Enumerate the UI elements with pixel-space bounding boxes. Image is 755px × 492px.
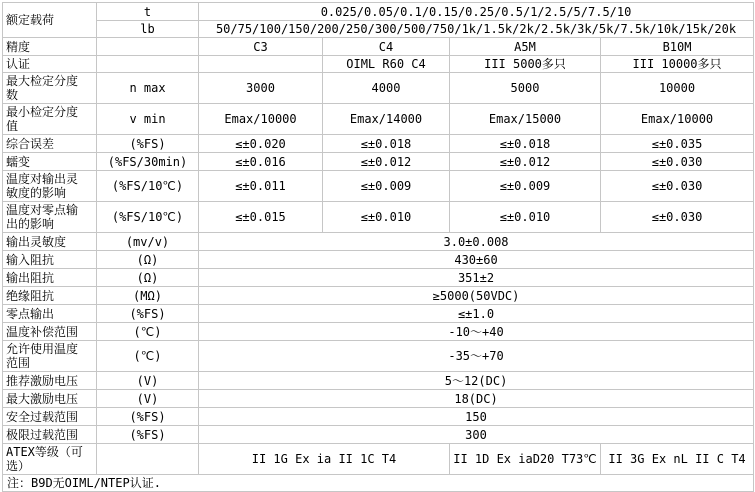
row-rated-load-t — [3, 3, 754, 21]
cell-c3: Emax/10000 — [199, 104, 323, 135]
cell-b10m: ≤±0.030 — [601, 171, 754, 202]
value-cell: -35～+70 — [199, 341, 754, 372]
cell-b10m: ≤±0.035 — [601, 135, 754, 153]
row-label: 输出灵敏度 — [3, 233, 97, 251]
unit-cell: (V) — [97, 390, 199, 408]
grade-c4-header: C4 — [323, 38, 450, 56]
value-cell: ≤±1.0 — [199, 305, 754, 323]
row-output-impedance — [3, 269, 754, 287]
unit-cell: lb — [97, 21, 199, 38]
grade-b10m-header: B10M — [601, 38, 754, 56]
row-recommended-excitation — [3, 372, 754, 390]
unit-cell: (%FS/10℃) — [97, 171, 199, 202]
row-accuracy — [3, 38, 754, 56]
value-cell: 3.0±0.008 — [199, 233, 754, 251]
cell-b10m: ≤±0.030 — [601, 202, 754, 233]
cell-b10m: 10000 — [601, 73, 754, 104]
value-cell: 5～12(DC) — [199, 372, 754, 390]
cell-c4: Emax/14000 — [323, 104, 450, 135]
unit-cell: (Ω) — [97, 269, 199, 287]
unit-cell: v min — [97, 104, 199, 135]
unit-cell: n max — [97, 73, 199, 104]
row-label: 零点输出 — [3, 305, 97, 323]
row-creep — [3, 153, 754, 171]
unit-cell: (%FS) — [97, 408, 199, 426]
row-label: 综合误差 — [3, 135, 97, 153]
unit-cell: (mv/v) — [97, 233, 199, 251]
row-certification — [3, 56, 754, 73]
cell-c3: ≤±0.011 — [199, 171, 323, 202]
row-output-sensitivity — [3, 233, 754, 251]
cell-a5m: III 5000多只 — [450, 56, 601, 73]
unit-cell: (%FS/10℃) — [97, 202, 199, 233]
row-temp-effect-sensitivity — [3, 171, 754, 202]
value-cell: ≥5000(50VDC) — [199, 287, 754, 305]
row-label: 输出阻抗 — [3, 269, 97, 287]
cell-c4: ≤±0.018 — [323, 135, 450, 153]
row-ultimate-overload — [3, 426, 754, 444]
cell-c3: ≤±0.020 — [199, 135, 323, 153]
cell-c4: ≤±0.009 — [323, 171, 450, 202]
row-label: 极限过载范围 — [3, 426, 97, 444]
atex-cell-b10m: II 3G Ex nL II C T4 — [601, 444, 754, 475]
row-label: 允许使用温度范围 — [3, 341, 97, 372]
row-temp-compensation-range — [3, 323, 754, 341]
unit-cell — [97, 56, 199, 73]
cell-b10m: ≤±0.030 — [601, 153, 754, 171]
row-label: 温度对输出灵敏度的影响 — [3, 171, 97, 202]
value-cell: -10～+40 — [199, 323, 754, 341]
row-label: 绝缘阻抗 — [3, 287, 97, 305]
row-zero-output — [3, 305, 754, 323]
unit-cell: (Ω) — [97, 251, 199, 269]
atex-cell-c3-c4: II 1G Ex ia II 1C T4 — [199, 444, 450, 475]
unit-cell: t — [97, 3, 199, 21]
row-safe-overload — [3, 408, 754, 426]
unit-cell: (V) — [97, 372, 199, 390]
row-label: 安全过载范围 — [3, 408, 97, 426]
unit-cell: (℃) — [97, 341, 199, 372]
row-input-impedance — [3, 251, 754, 269]
row-rated-load-lb — [3, 21, 754, 38]
spec-table — [2, 2, 754, 492]
grade-a5m-header: A5M — [450, 38, 601, 56]
unit-cell: (MΩ) — [97, 287, 199, 305]
cell-a5m: ≤±0.012 — [450, 153, 601, 171]
value-cell: 351±2 — [199, 269, 754, 287]
grade-c3-header: C3 — [199, 38, 323, 56]
cell-c4: ≤±0.012 — [323, 153, 450, 171]
row-note — [3, 475, 754, 492]
unit-cell: (%FS) — [97, 426, 199, 444]
row-label: 精度 — [3, 38, 97, 56]
row-label: 额定载荷 — [3, 3, 97, 38]
row-combined-error — [3, 135, 754, 153]
cell-c4: 4000 — [323, 73, 450, 104]
atex-cell-a5m: II 1D Ex iaD20 T73℃ — [450, 444, 601, 475]
cell-a5m: ≤±0.018 — [450, 135, 601, 153]
row-label: 认证 — [3, 56, 97, 73]
unit-cell — [97, 38, 199, 56]
row-label: 温度补偿范围 — [3, 323, 97, 341]
note-cell: 注：B9D无OIML/NTEP认证. — [3, 475, 754, 492]
cell-b10m: III 10000多只 — [601, 56, 754, 73]
row-insulation-impedance — [3, 287, 754, 305]
row-atex — [3, 444, 754, 475]
value-cell: 150 — [199, 408, 754, 426]
row-v-min — [3, 104, 754, 135]
row-label: 输入阻抗 — [3, 251, 97, 269]
value-cell: 430±60 — [199, 251, 754, 269]
cell-a5m: ≤±0.009 — [450, 171, 601, 202]
cell-c3 — [199, 56, 323, 73]
row-temp-effect-zero — [3, 202, 754, 233]
cell-c3: ≤±0.016 — [199, 153, 323, 171]
cell-b10m: Emax/10000 — [601, 104, 754, 135]
row-label: 蠕变 — [3, 153, 97, 171]
value-cell: 50/75/100/150/200/250/300/500/750/1k/1.5k/2k/2.5k/3k/5k/7.5k/10k/15k/20k — [199, 21, 754, 38]
row-label: 最小检定分度值 — [3, 104, 97, 135]
unit-cell: (%FS) — [97, 135, 199, 153]
unit-cell: (%FS/30min) — [97, 153, 199, 171]
value-cell: 18(DC) — [199, 390, 754, 408]
unit-cell — [97, 444, 199, 475]
cell-a5m: ≤±0.010 — [450, 202, 601, 233]
unit-cell: (℃) — [97, 323, 199, 341]
row-label: 最大激励电压 — [3, 390, 97, 408]
cell-a5m: Emax/15000 — [450, 104, 601, 135]
cell-c4: ≤±0.010 — [323, 202, 450, 233]
row-label: 推荐激励电压 — [3, 372, 97, 390]
row-label: ATEX等级（可选） — [3, 444, 97, 475]
row-max-excitation — [3, 390, 754, 408]
unit-cell: (%FS) — [97, 305, 199, 323]
row-operating-temp-range — [3, 341, 754, 372]
cell-a5m: 5000 — [450, 73, 601, 104]
row-label: 温度对零点输出的影响 — [3, 202, 97, 233]
row-n-max — [3, 73, 754, 104]
cell-c4: OIML R60 C4 — [323, 56, 450, 73]
row-label: 最大检定分度数 — [3, 73, 97, 104]
value-cell: 300 — [199, 426, 754, 444]
cell-c3: ≤±0.015 — [199, 202, 323, 233]
cell-c3: 3000 — [199, 73, 323, 104]
value-cell: 0.025/0.05/0.1/0.15/0.25/0.5/1/2.5/5/7.5/10 — [199, 3, 754, 21]
